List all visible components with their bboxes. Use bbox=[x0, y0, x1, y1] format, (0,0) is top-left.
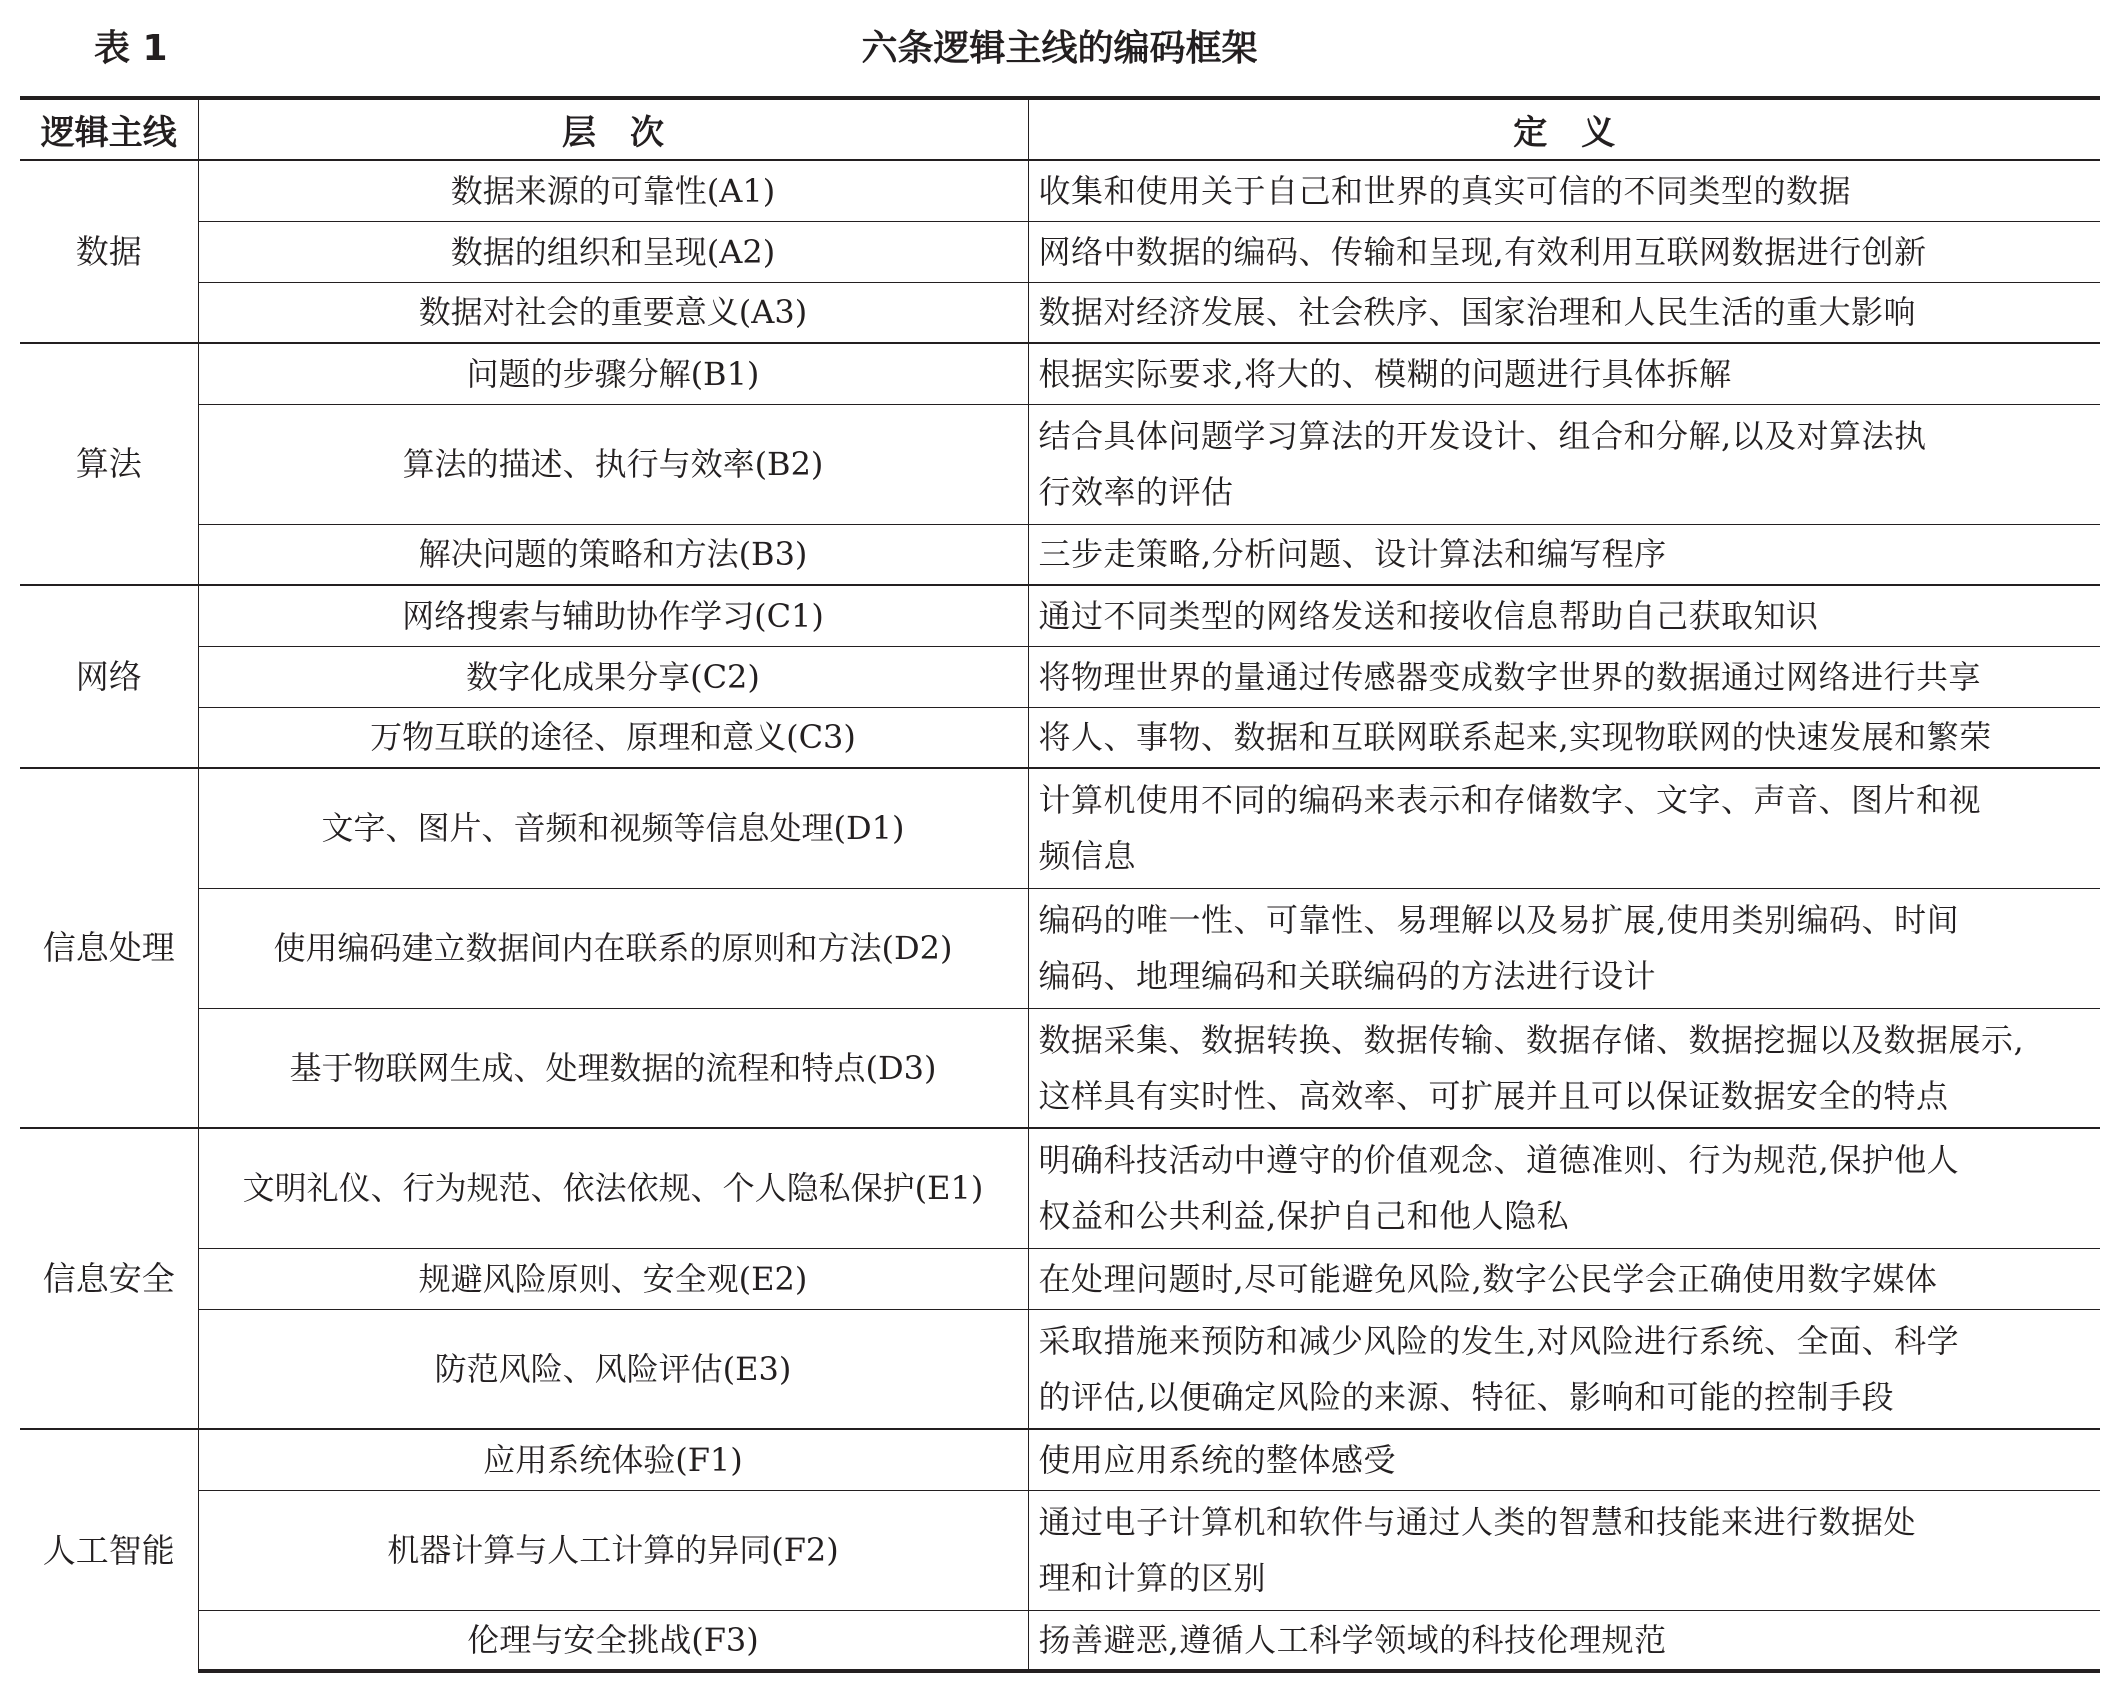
definition-line: 明确科技活动中遵守的价值观念、道德准则、行为规范,保护他人 bbox=[1038, 1141, 1960, 1180]
header-main-line: 逻辑主线 bbox=[20, 98, 198, 160]
definition-line: 结合具体问题学习算法的开发设计、组合和分解,以及对算法执 bbox=[1038, 417, 1927, 455]
main-line-cell: 网络 bbox=[20, 585, 198, 768]
coding-framework-table bbox=[20, 96, 2100, 1673]
table-row bbox=[20, 221, 2100, 282]
definition-cell bbox=[1028, 1610, 2100, 1671]
definition-line: 的评估,以便确定风险的来源、特征、影响和可能的控制手段 bbox=[1038, 1377, 1895, 1416]
level-cell: 数据对社会的重要意义(A3) bbox=[198, 282, 1028, 343]
main-line-cell: 数据 bbox=[20, 160, 198, 343]
level-cell: 基于物联网生成、处理数据的流程和特点(D3) bbox=[198, 1008, 1028, 1128]
table-row bbox=[20, 160, 2100, 221]
definition-cell bbox=[1028, 1008, 2100, 1128]
header-definition: 定 义 bbox=[1028, 98, 2100, 160]
definition-line: 采取措施来预防和减少风险的发生,对风险进行系统、全面、科学 bbox=[1038, 1321, 1960, 1360]
definition-cell bbox=[1028, 1309, 2100, 1429]
definition-line: 在处理问题时,尽可能避免风险,数字公民学会正确使用数字媒体 bbox=[1038, 1259, 1938, 1298]
definition-line: 编码、地理编码和关联编码的方法进行设计 bbox=[1038, 957, 1657, 995]
level-cell: 数字化成果分享(C2) bbox=[198, 646, 1028, 707]
main-line-cell: 算法 bbox=[20, 343, 198, 585]
definition-line: 计算机使用不同的编码来表示和存储数字、文字、声音、图片和视 bbox=[1038, 781, 1982, 820]
table-row bbox=[20, 1429, 2100, 1490]
table-row bbox=[20, 888, 2100, 1008]
definition-cell bbox=[1028, 1429, 2100, 1490]
definition-line: 收集和使用关于自己和世界的真实可信的不同类型的数据 bbox=[1038, 171, 1852, 210]
definition-cell bbox=[1028, 1248, 2100, 1309]
definition-line: 通过不同类型的网络发送和接收信息帮助自己获取知识 bbox=[1038, 596, 1819, 635]
table-row bbox=[20, 585, 2100, 646]
main-line-cell: 人工智能 bbox=[20, 1429, 198, 1671]
definition-cell bbox=[1028, 707, 2100, 768]
definition-cell bbox=[1028, 585, 2100, 646]
table-row bbox=[20, 343, 2100, 404]
definition-line: 将人、事物、数据和互联网联系起来,实现物联网的快速发展和繁荣 bbox=[1038, 718, 1992, 757]
level-cell: 解决问题的策略和方法(B3) bbox=[198, 524, 1028, 585]
definition-cell bbox=[1028, 404, 2100, 524]
table-row bbox=[20, 404, 2100, 524]
definition-cell bbox=[1028, 221, 2100, 282]
definition-cell bbox=[1028, 343, 2100, 404]
table-body bbox=[20, 160, 2100, 1671]
definition-line: 扬善避恶,遵循人工科学领域的科技伦理规范 bbox=[1038, 1620, 1667, 1659]
level-cell: 防范风险、风险评估(E3) bbox=[198, 1309, 1028, 1429]
table-row bbox=[20, 1490, 2100, 1610]
table-row bbox=[20, 282, 2100, 343]
level-cell: 网络搜索与辅助协作学习(C1) bbox=[198, 585, 1028, 646]
definition-cell bbox=[1028, 768, 2100, 888]
table-caption bbox=[0, 14, 2119, 74]
definition-cell bbox=[1028, 1128, 2100, 1248]
table-row bbox=[20, 1309, 2100, 1429]
definition-line: 使用应用系统的整体感受 bbox=[1038, 1440, 1397, 1479]
level-cell: 问题的步骤分解(B1) bbox=[198, 343, 1028, 404]
definition-line: 三步走策略,分析问题、设计算法和编写程序 bbox=[1038, 535, 1667, 574]
main-line-cell: 信息处理 bbox=[20, 768, 198, 1128]
level-cell: 数据来源的可靠性(A1) bbox=[198, 160, 1028, 221]
definition-line: 数据采集、数据转换、数据传输、数据存储、数据挖掘以及数据展示, bbox=[1038, 1020, 2025, 1059]
definition-line: 通过电子计算机和软件与通过人类的智慧和技能来进行数据处 bbox=[1038, 1503, 1917, 1541]
definition-cell bbox=[1028, 160, 2100, 221]
header-level: 层 次 bbox=[198, 98, 1028, 160]
table-number: 表 1 bbox=[94, 28, 168, 69]
level-cell: 机器计算与人工计算的异同(F2) bbox=[198, 1490, 1028, 1610]
level-cell: 伦理与安全挑战(F3) bbox=[198, 1610, 1028, 1671]
definition-cell bbox=[1028, 524, 2100, 585]
definition-line: 行效率的评估 bbox=[1038, 473, 1234, 511]
level-cell: 文字、图片、音频和视频等信息处理(D1) bbox=[198, 768, 1028, 888]
definition-cell bbox=[1028, 646, 2100, 707]
table-row bbox=[20, 1248, 2100, 1309]
level-cell: 应用系统体验(F1) bbox=[198, 1429, 1028, 1490]
definition-line: 数据对经济发展、社会秩序、国家治理和人民生活的重大影响 bbox=[1038, 293, 1917, 332]
definition-line: 这样具有实时性、高效率、可扩展并且可以保证数据安全的特点 bbox=[1038, 1076, 1949, 1115]
table-row bbox=[20, 646, 2100, 707]
level-cell: 文明礼仪、行为规范、依法依规、个人隐私保护(E1) bbox=[198, 1128, 1028, 1248]
definition-line: 网络中数据的编码、传输和呈现,有效利用互联网数据进行创新 bbox=[1038, 232, 1927, 271]
definition-line: 编码的唯一性、可靠性、易理解以及易扩展,使用类别编码、时间 bbox=[1038, 901, 1960, 939]
table-row bbox=[20, 1008, 2100, 1128]
definition-line: 将物理世界的量通过传感器变成数字世界的数据通过网络进行共享 bbox=[1038, 657, 1982, 696]
table-row bbox=[20, 707, 2100, 768]
table-row bbox=[20, 1128, 2100, 1248]
definition-cell bbox=[1028, 888, 2100, 1008]
level-cell: 算法的描述、执行与效率(B2) bbox=[198, 404, 1028, 524]
definition-line: 频信息 bbox=[1038, 837, 1137, 876]
definition-cell bbox=[1028, 282, 2100, 343]
definition-cell bbox=[1028, 1490, 2100, 1610]
table-row bbox=[20, 768, 2100, 888]
definition-line: 理和计算的区别 bbox=[1038, 1559, 1267, 1597]
definition-line: 权益和公共利益,保护自己和他人隐私 bbox=[1038, 1197, 1570, 1236]
main-line-cell: 信息安全 bbox=[20, 1128, 198, 1429]
table-row bbox=[20, 1610, 2100, 1671]
level-cell: 使用编码建立数据间内在联系的原则和方法(D2) bbox=[198, 888, 1028, 1008]
header-row bbox=[20, 98, 2100, 160]
level-cell: 数据的组织和呈现(A2) bbox=[198, 221, 1028, 282]
level-cell: 万物互联的途径、原理和意义(C3) bbox=[198, 707, 1028, 768]
level-cell: 规避风险原则、安全观(E2) bbox=[198, 1248, 1028, 1309]
table-row bbox=[20, 524, 2100, 585]
definition-line: 根据实际要求,将大的、模糊的问题进行具体拆解 bbox=[1038, 354, 1732, 393]
table-title: 六条逻辑主线的编码框架 bbox=[861, 28, 1258, 69]
